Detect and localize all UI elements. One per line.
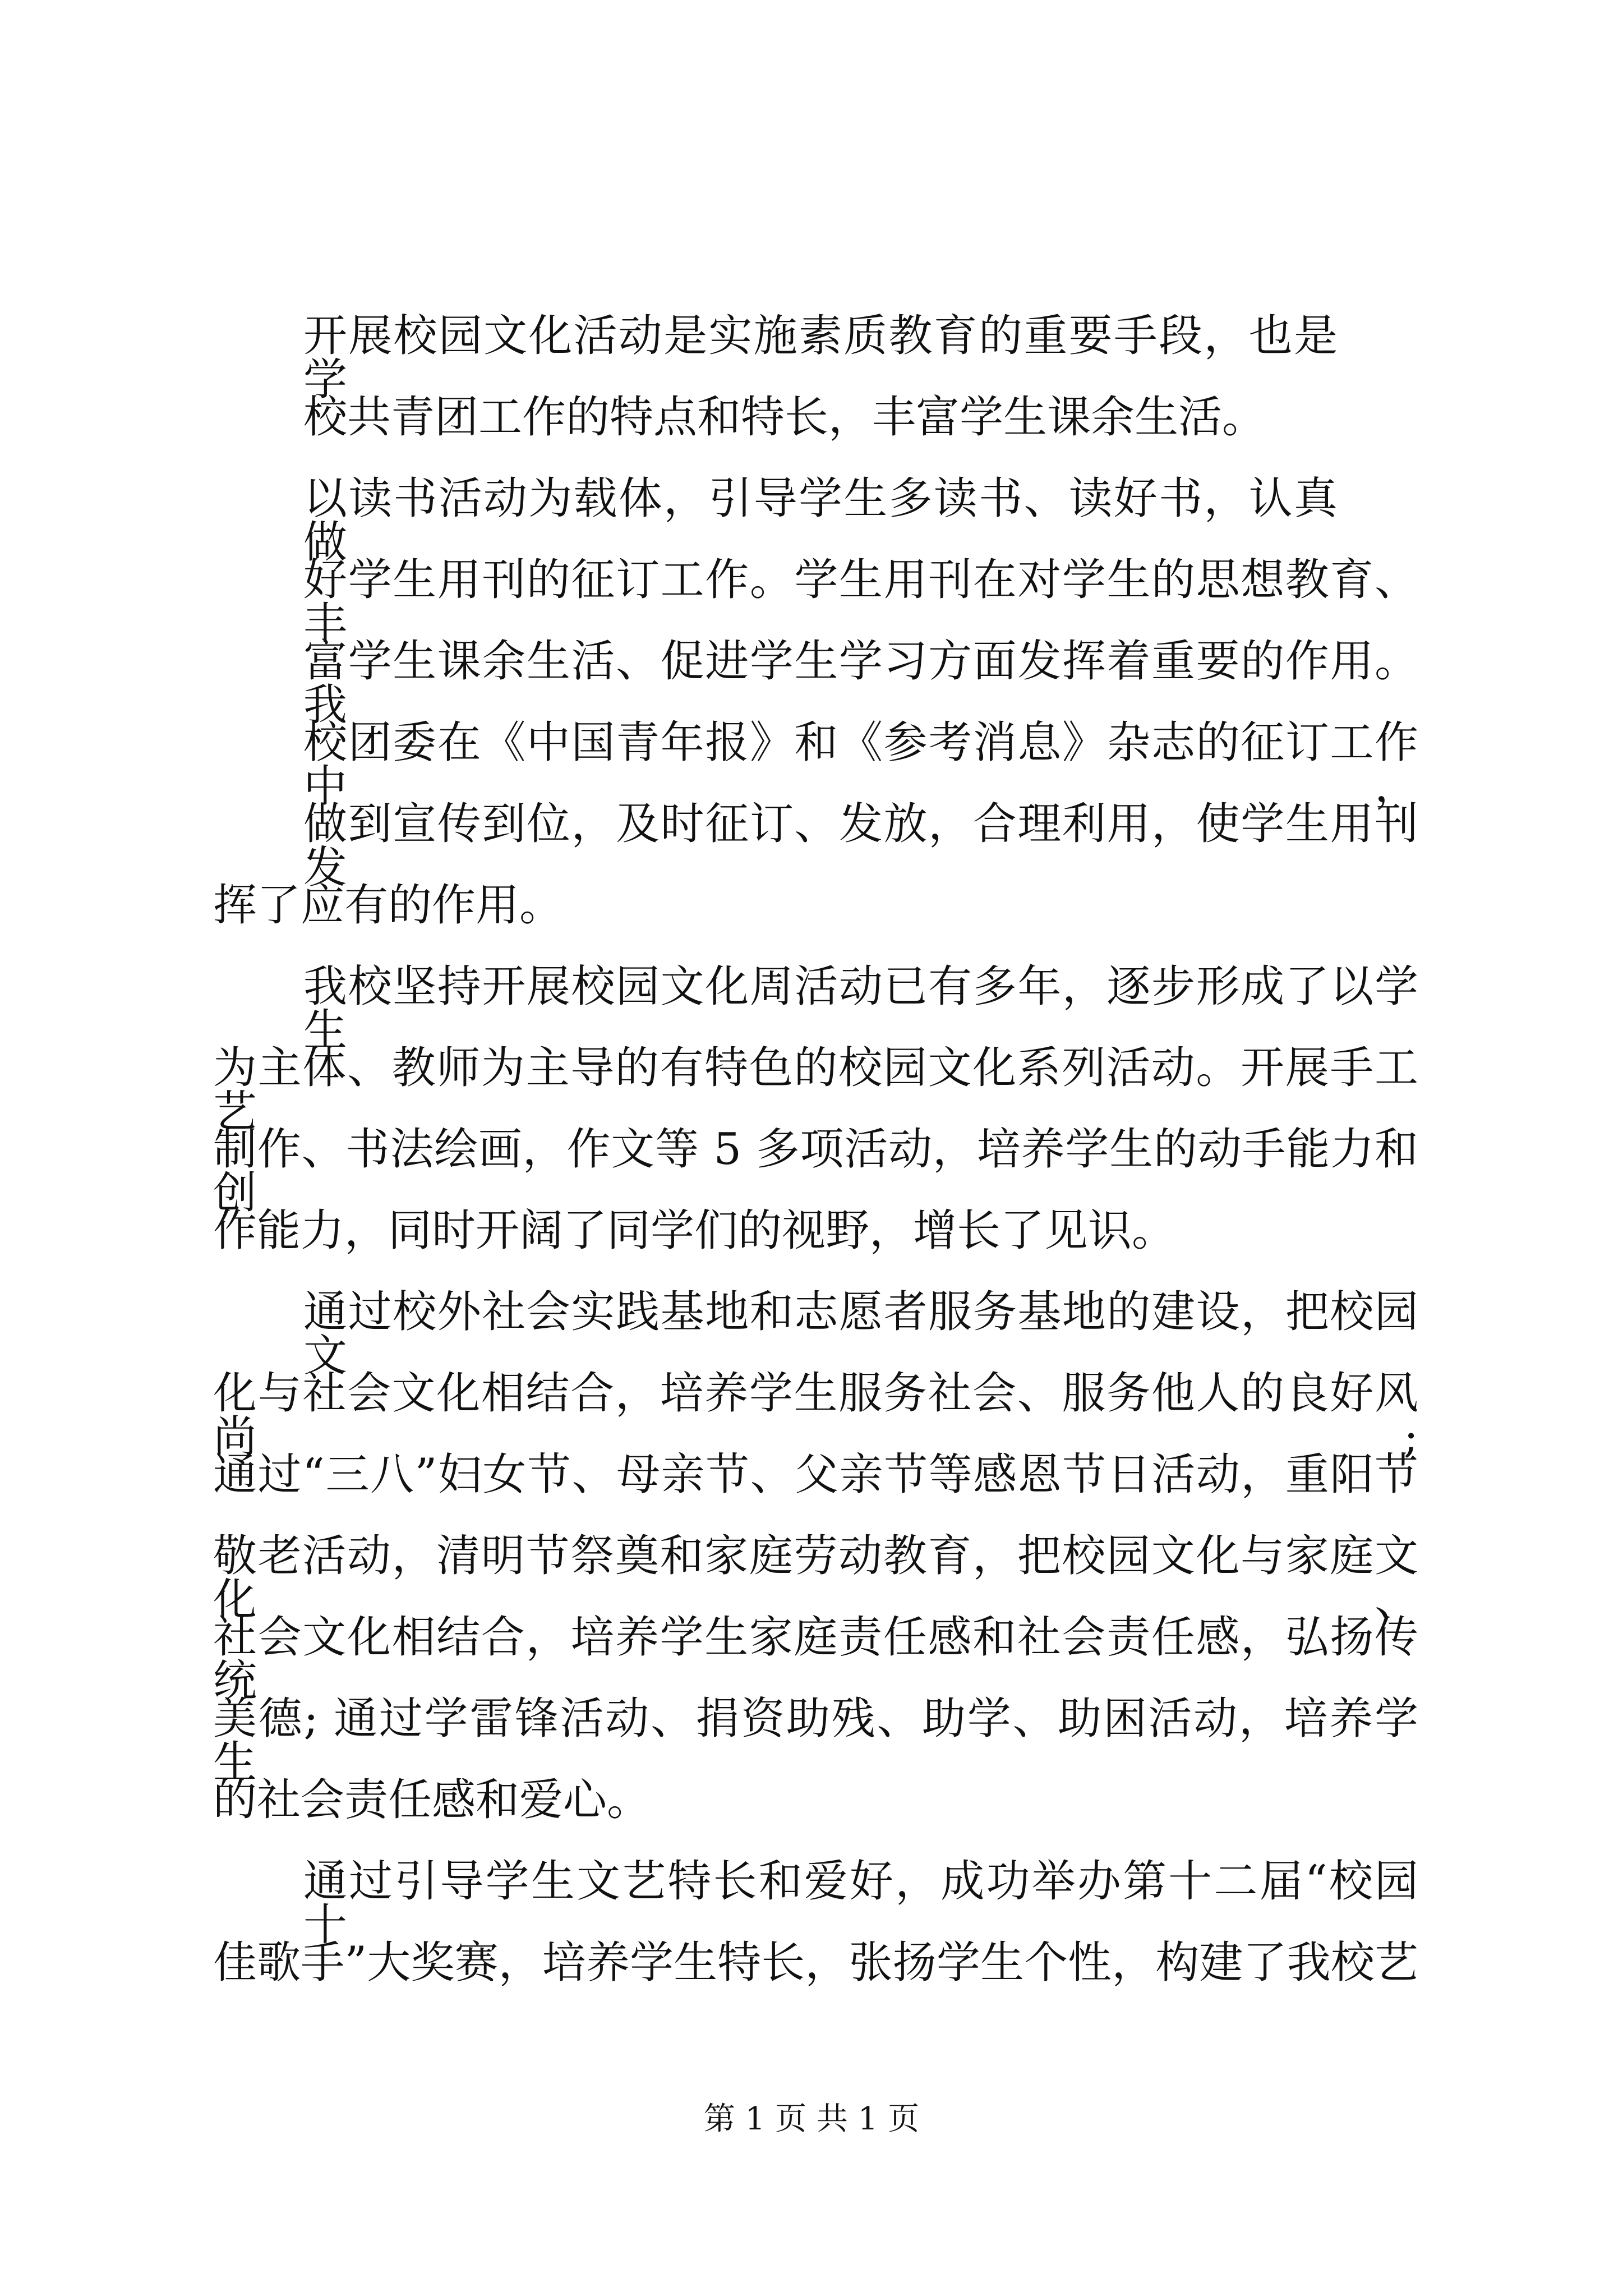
text-line: 以读书活动为载体，引导学生多读书、读好书，认真做 xyxy=(303,473,1338,568)
text-line: 社会文化相结合，培养学生家庭责任感和社会责任感，弘扬传统 xyxy=(213,1612,1418,1706)
text-line: 通过引导学生文艺特长和爱好，成功举办第十二届“校园十 xyxy=(303,1856,1418,1950)
text-line: 化与社会文化相结合，培养学生服务社会、服务他人的良好风尚; xyxy=(213,1368,1418,1462)
text-line: 好学生用刊的征订工作。学生用刊在对学生的思想教育、丰 xyxy=(303,555,1418,649)
text-line: 富学生课余生活、促进学生学习方面发挥着重要的作用。我 xyxy=(303,636,1418,730)
text-line: 做到宣传到位，及时征订、发放，合理利用，使学生用刊发 xyxy=(303,799,1418,893)
text-line: 我校坚持开展校园文化周活动已有多年，逐步形成了以学生 xyxy=(303,961,1418,1056)
text-line: 挥了应有的作用。 xyxy=(213,880,564,931)
text-line: 敬老活动，清明节祭奠和家庭劳动教育，把校园文化与家庭文化、 xyxy=(213,1531,1418,1625)
page-footer: 第 1 页 共 1 页 xyxy=(703,2101,920,2137)
text-line: 通过“三八”妇女节、母亲节、父亲节等感恩节日活动，重阳节 xyxy=(213,1450,1418,1500)
text-line: 制作、书法绘画，作文等 5 多项活动，培养学生的动手能力和创 xyxy=(213,1124,1418,1218)
text-line: 为主体、教师为主导的有特色的校园文化系列活动。开展手工艺 xyxy=(213,1043,1418,1137)
text-line: 开展校园文化活动是实施素质教育的重要手段，也是学 xyxy=(303,311,1338,405)
text-line: 佳歌手”大奖赛，培养学生特长，张扬学生个性，构建了我校艺 xyxy=(213,1938,1418,1988)
text-line: 通过校外社会实践基地和志愿者服务基地的建设，把校园文 xyxy=(303,1287,1418,1381)
text-line: 美德; 通过学雷锋活动、捐资助残、助学、助困活动，培养学生 xyxy=(213,1694,1418,1788)
text-line: 的社会责任感和爱心。 xyxy=(213,1775,651,1825)
text-line: 作能力，同时开阔了同学们的视野，增长了见识。 xyxy=(213,1205,1176,1256)
text-line: 校团委在《中国青年报》和《参考消息》杂志的征订工作中， xyxy=(303,717,1418,812)
text-line: 校共青团工作的特点和特长，丰富学生课余生活。 xyxy=(303,392,1266,443)
